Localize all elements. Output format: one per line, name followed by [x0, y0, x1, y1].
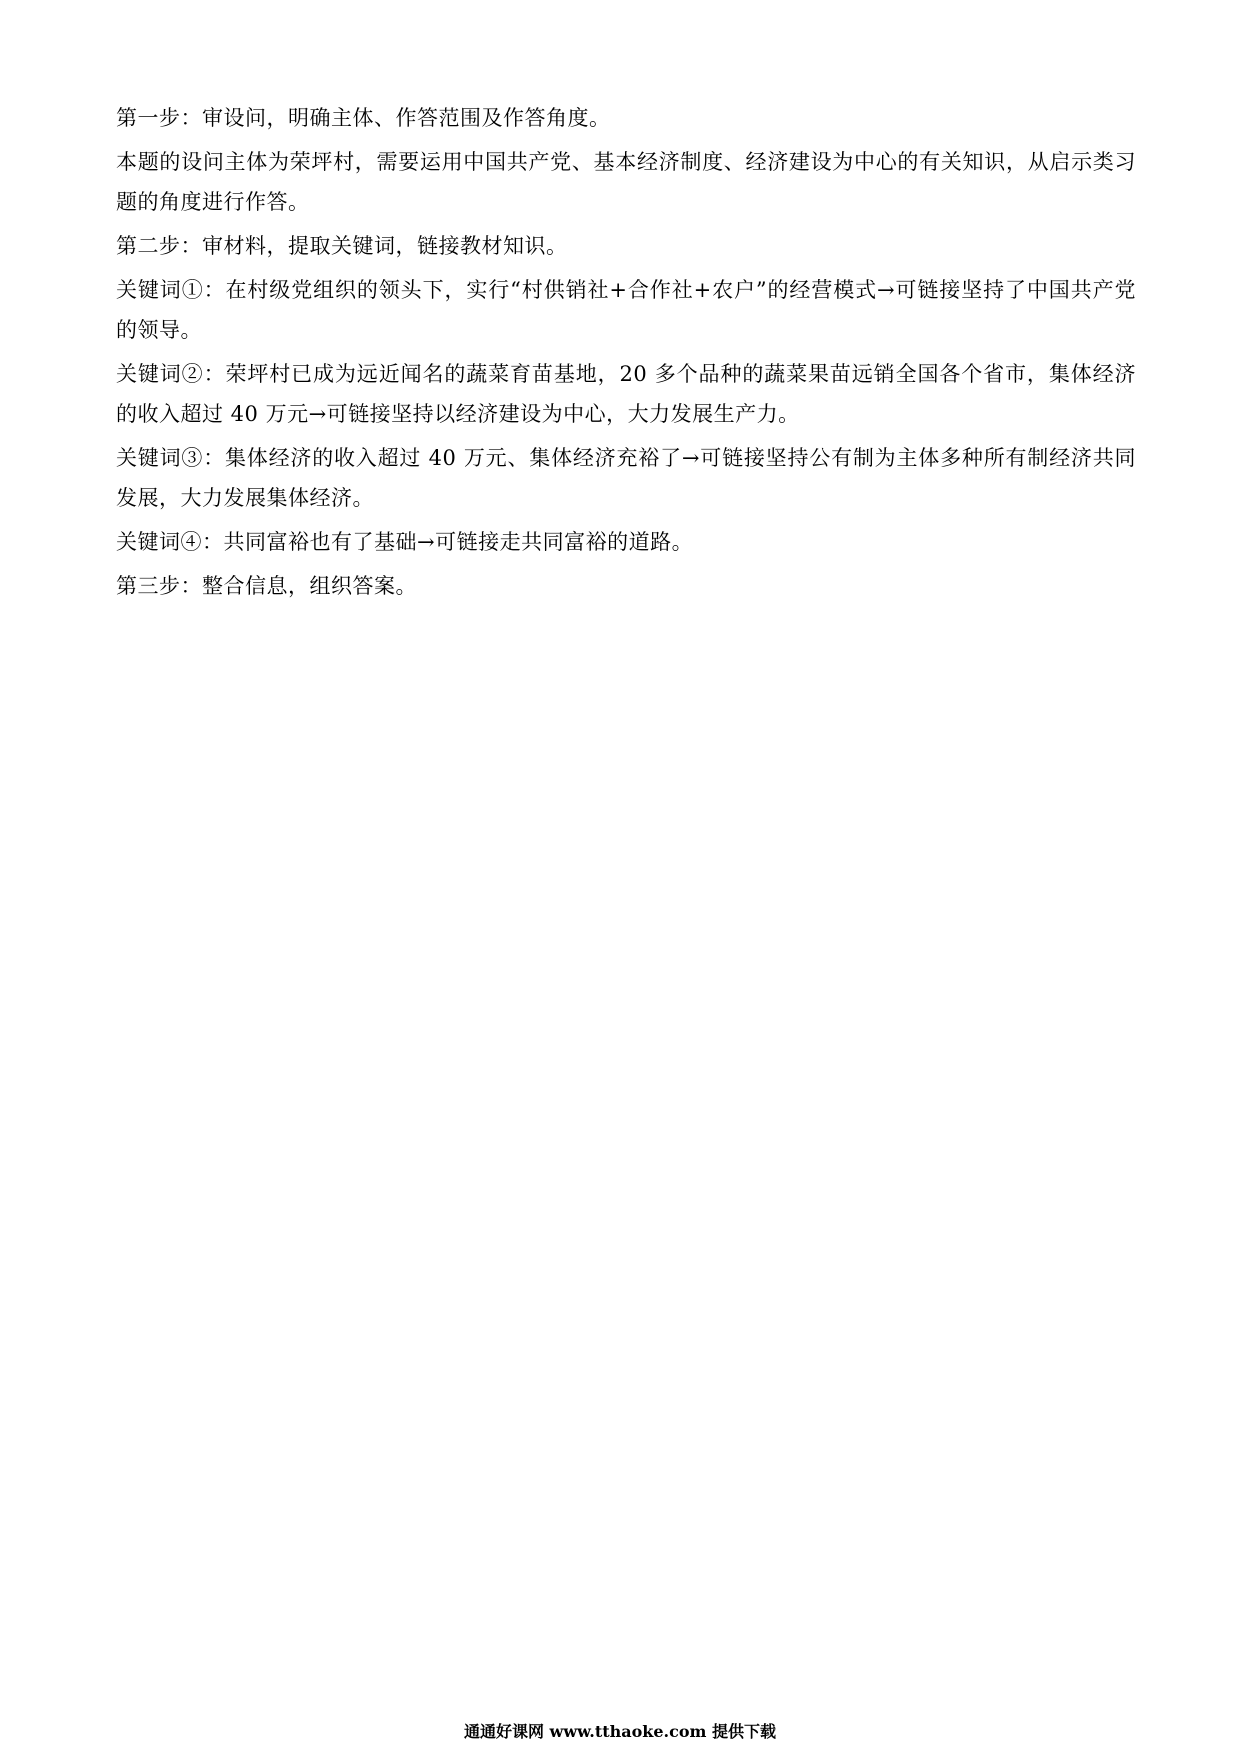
document-body: [116, 98, 1136, 610]
step-two-heading: 第二步：审材料，提取关键词，链接教材知识。: [116, 234, 568, 258]
step-one-body: 本题的设问主体为荣坪村，需要运用中国共产党、基本经济制度、经济建设为中心的有关知识，从启示类习题的角度进行作答。: [116, 150, 1136, 214]
keyword-2: 关键词②：荣坪村已成为远近闻名的蔬菜育苗基地，20 多个品种的蔬菜果苗远销全国各个省市，集体经济的收入超过 40 万元→可链接坚持以经济建设为中心，大力发展生产力。: [116, 362, 1136, 426]
keyword-1: 关键词①：在村级党组织的领头下，实行“村供销社+合作社+农户”的经营模式→可链接坚持了中国共产党的领导。: [116, 278, 1136, 342]
step-one-heading: 第一步：审设问，明确主体、作答范围及作答角度。: [116, 106, 611, 130]
page-footer: 通通好课网 www.tthaoke.com 提供下载: [463, 1722, 777, 1741]
step-three-heading: 第三步：整合信息，组织答案。: [116, 574, 417, 598]
keyword-4: 关键词④：共同富裕也有了基础→可链接走共同富裕的道路。: [116, 530, 694, 554]
keyword-3: 关键词③：集体经济的收入超过 40 万元、集体经济充裕了→可链接坚持公有制为主体多种所有制经济共同发展，大力发展集体经济。: [116, 446, 1136, 510]
